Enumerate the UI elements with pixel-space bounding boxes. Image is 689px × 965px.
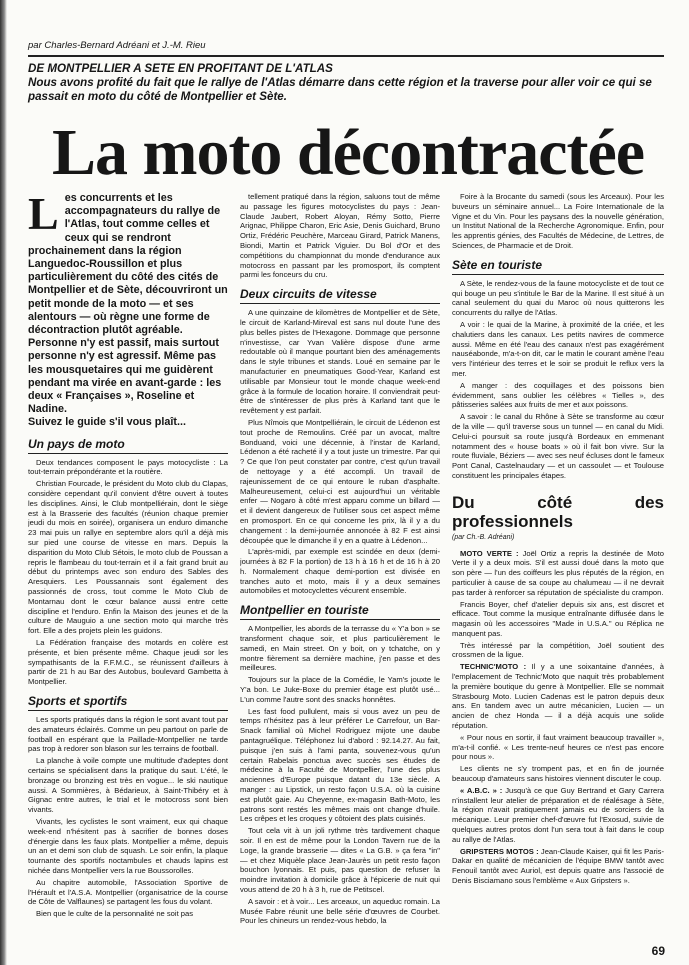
paragraph: « Pour nous en sortir, il faut vraiment beaucoup travailler », m'a-t-il confié. « Les trente-neuf heures ce n'est pas encore pour nous ». <box>452 732 664 762</box>
top-rule <box>28 55 664 57</box>
paragraph: Christian Fourcade, le président du Moto club du Clapas, considère cependant qu'il convient d'être ouvert à toutes les disciplines. Ainsi, le Club montpelliérain, dont le siège est à la Brasserie des facultés (réunion chaque premier jeudi du mois en soirée), organisera un enduro dimanche 23 mai puis un rallye en septembre alors qu'il a déjà mis sur pied une course de vitesse en mars. Depuis la disparition du Moto Club Sétois, le moto club de Poussan a repris le flambeau du tout-terrain et il a fait grand bruit au début du printemps avec son enduro des Sables des Aresquiers. Les Poussannais sont également des passionnés de cross, tout comme le Moto Club de Montarnau dont le cœur balance aussi entre cette discipline et l'enduro. Enfin la Maison des jeunes et de la culture de Mauguio a une section moto qui marche très fort. Elle a des projets plein les guidons. <box>28 479 228 636</box>
paragraph: A manger : des coquillages et des poissons bien évidemment, sans oublier les célèbres « Tielles », des pâtisseries salées aux fruits de mer et aux poissons. <box>452 380 664 410</box>
paragraph <box>452 786 664 845</box>
paragraph: tellement pratiqué dans la région, saluons tout de même au passage les figures motocyclistes du pays : Jean-Claude Jaubert, Robert Aloyan, Rémy Sotto, Pierre Arignac, Philippe Charon, Eric Asie, Denis Guichard, Bruno Ortiz, Frédéric Peuchère, Marceau Girard, Patrick Manens, Biondi, Martin et Patrick Viguier. Du Bol d'Or et des compétitions du championnat du monde d'endurance aux motocross en passant par les promosport, ils comptent parmi les fonceurs du cru. <box>240 192 440 280</box>
paragraph: A une quinzaine de kilomètres de Montpellier et de Sète, le circuit de Karland-Mireval est sans nul doute l'une des plus belles pistes de l'Hexagone. Dommage que personne n'investisse, car Yvan Valière dispose d'une arme redoutable où il manque pourtant bien des aménagements dans le style tribunes et stands. Loué en semaine par le manufacturier en pneumatiques Good-Year, Karland est utilisable par Monsieur tout le monde chaque week-end grâce à la formule de location horaire. Il conviendrait peut-être de s'intéresser de plus près à Karland tant que le revêtement y est parfait. <box>240 308 440 416</box>
shop-name: MOTO VERTE : <box>460 548 519 558</box>
subheading-pays-de-moto: Un pays de moto <box>28 437 228 454</box>
shop-name: « A.B.C. » : <box>460 785 503 795</box>
byline: par Charles-Bernard Adréani et J.-M. Rieu <box>28 40 206 51</box>
lead-end: Suivez le guide s'il vous plaît... <box>28 416 186 429</box>
subheading-professionnels: Du côté des professionnels <box>452 492 664 531</box>
shop-text: Jean-Claude Kaiser, qui fit les Paris-Dakar en qualité de mécanicien de l'équipe BMW tantôt avec Fenouil tantôt avec Auriol, est depuis quatre ans l'associé de Denis Bisciamano sous l'emblème « Aux Gripsters ». <box>452 846 664 886</box>
paragraph: Francis Boyer, chef d'atelier depuis six ans, est discret et efficace. Tout comme la musique entraînante diffusée dans le magasin où les accessoires "Made in U.S.A." ou Réplica ne manquent pas. <box>452 599 664 638</box>
page-binding-edge <box>0 0 7 965</box>
paragraph: L'après-midi, par exemple est scindée en deux (demi-journées à 82 F la portion) de 13 h à 16 h et de 16 h à 20 h. Normalement chaque demi-portion est divisée en tranches auto et moto, mais il y a deux semaines automobiles et motocyclettes vécurent ensemble. <box>240 547 440 596</box>
shop-name: TECHNIC'MOTO : <box>460 662 527 672</box>
paragraph: A Montpellier, les abords de la terrasse du « Y'a bon » se transforment chaque soir, et plus particulièrement le samedi, en Main street. On y boit, on y tchatche, on y montre fièrement sa dernière machine, j'en passe et des meilleures. <box>240 624 440 673</box>
paragraph: Au chapitre automobile, l'Association Sportive de l'Hérault et l'A.S.A. Montpellier (organisatrice de la course de Côte de Valflaunes) se partagent les fous du volant. <box>28 877 228 907</box>
lead-paragraph <box>28 192 228 430</box>
subheading-sete: Sète en touriste <box>452 258 664 275</box>
lead-text: es concurrents et les accompagnateurs du rallye de l'Atlas, tout comme celles et ceux qui se rendront prochainement dans la région Languedoc-Roussillon et plus particulièrement du côté des cités de Montpellier et de Sète, découvriront un petit monde de la moto — et ses alentours — où règne une forme de décontraction plutôt agréable. Personne n'y est passif, mais surtout personne n'y est agressif. Même pas les mousquetaires qui me guidèrent pendant ma virée en avant-garde : les deux « Françaises », Roseline et Nadine. <box>28 192 228 416</box>
subheading-montpellier: Montpellier en touriste <box>240 603 440 620</box>
paragraph: A voir : le quai de la Marine, à proximité de la criée, et les chalutiers dans les canaux. Les petits navires de commerce aussi. Même en été l'eau des canaux n'est pas exagérément nauséabonde, m'a-t-on dit, car le matin le courant amène l'eau vers l'intérieur des terres et le soir se produit le reflux vers la mer. <box>452 319 664 378</box>
shop-name: GRIPSTERS MOTOS : <box>460 846 539 856</box>
paragraph: Vivants, les cyclistes le sont vraiment, eux qui chaque week-end n'hésitent pas à sacrifier de bonnes doses d'énergie dans les faux plats. Montpellier a même, depuis un an et demi son club de squash. Le soir enfin, la plaque tournante des sportifs noctambules et chauds lapins est nichée dans Montpellier vers la rue Boussorolles. <box>28 816 228 875</box>
paragraph: A Sète, le rendez-vous de la faune motocycliste et de tout ce qui bouge un peu s'intitule le Bar de la Marine. Il est situé à un canal seulement du quai du Maroc où nous quitterons les concurrents du rallye de l'Atlas. <box>452 278 664 318</box>
paragraph: Les sports pratiqués dans la région le sont avant tout par des amateurs éclairés. Comme un peu partout on parle de football en espérant que la Paillade-Montpellier ne tarde pas trop à redorer son blason sur les terrains de football. <box>28 714 228 754</box>
column-2 <box>240 192 440 954</box>
article-title: La moto décontractée <box>51 116 645 189</box>
deck-line-1: DE MONTPELLIER A SETE EN PROFITANT DE L'ATLAS <box>28 62 333 75</box>
paragraph: Les clients ne s'y trompent pas, et en fin de journée beaucoup d'amateurs sans histoires viennent discuter le coup. <box>452 764 664 784</box>
paragraph: La planche à voile compte une multitude d'adeptes dont certains se spécialisent dans la pratique du saut. L'été, le bronzage ou bronzing est très en vogue... le ski nautique aussi. A Sommières, à Bédarieux, à Saint-Thibéry et à Gignac entre autres, le trial et le motocross sont bien vivants. <box>28 756 228 815</box>
paragraph: La Fédération française des motards en colère est présente, et bien présente même. Chaque jeudi sor les sympathisants de la F.F.M.C., se réunissent d'ailleurs à partir de 21 h au Bar des Autobus, boulevard Gambetta à Montpellier. <box>28 638 228 687</box>
subheading-circuits: Deux circuits de vitesse <box>240 287 440 304</box>
deck-line-2: Nous avons profité du fait que le rallye de l'Atlas démarre dans cette région et la traverse pour aller voir ce qui se passait en moto du côté de Montpellier et Sète. <box>28 76 652 103</box>
column-3 <box>452 192 664 954</box>
shop-text: Joël Ortiz a repris la destinée de Moto Verte il y a deux mois. S'il est aussi doué dans la moto que son père — l'un des coiffeurs les plus réputés de la région, en particulier à cause de sa coupe au chalumeau — il ne devrait pas tarder à renforcer sa réputation de spécialiste du crampon. <box>452 548 664 597</box>
page-number: 69 <box>651 944 665 958</box>
paragraph: A savoir : le canal du Rhône à Sète se transforme au cœur de la ville — qu'il traverse sous un tunnel — en canal du Midi. Celui-ci poursuit sa route jusqu'à Bordeaux en emmenant notamment des « house boats » où il fait bon vivre. Sur la route fluviale, Béziers — avec ses neuf écluses dont le fameux Pont Canal, Castelnaudary — et un cassoulet — et Toulouse constituent les principales étapes. <box>452 412 664 480</box>
subheading-byline: (par Ch.-B. Adréani) <box>452 533 515 541</box>
paragraph: Bien que le culte de la personnalité ne soit pas <box>36 909 194 919</box>
paragraph: A savoir : et à voir... Les arceaux, un aqueduc romain. La Musée Fabre réunit une belle série d'œuvres de Courbet. Pour les chineurs un rendez-vous hebdo, la <box>240 896 440 926</box>
paragraph <box>452 847 664 886</box>
paragraph: Deux tendances composent le pays motocycliste : La tout-terrain prépondérante et la routière. <box>28 457 228 477</box>
paragraph: Toujours sur la place de la Comédie, le Yam's jouxte le Y'a bon. Le Juke-Boxe du premier étage est plutôt usé... L'un comme l'autre sont des snacks honnêtes. <box>240 675 440 704</box>
paragraph: Foire à la Brocante du samedi (sous les Arceaux). Pour les buveurs un séminaire annuel... La Foire Internationale de la Vigne et du Vin. Pour les paysans des la nouvelle génération, un Institut National de la Recherche Agronomique. Enfin, pour les apprentis génies, des Facultés de Médecine, de Lettres, de Sciences, de Pharmacie et de Droit. <box>452 192 664 250</box>
column-1 <box>28 192 228 954</box>
paragraph <box>452 549 664 598</box>
paragraph: Très intéressé par la compétition, Joël soutient des crossmen de la ligue. <box>452 640 664 660</box>
shop-text: Il y a une soixantaine d'années, à l'emplacement de Technic'Moto que naquit très probablement la première boutique du genre à Montpellier. Elle se nommait Strasbourg Moto. Lucien Cadenas est le patron depuis deux ans. En tandem avec un autre mécanicien, Lucien — un ancien de chez Honda — il a déjà acquis une solide réputation. <box>452 662 664 731</box>
drop-cap: L <box>28 192 59 239</box>
article-deck <box>28 62 668 104</box>
paragraph: Tout cela vit à un joli rythme très tardivement chaque soir. Il en est de même pour la London Tavern rue de la Loge, la grande brasserie — dites « La G.B. » ça fera "in" — et chez Miquèle place Jean-Jaurès un petit resto façon bouchon lyonnais. Et puis, pas question de refuser la moindre invitation à domicile grâce à l'épicerie de nuit qui vous attend de 20 h à 3 h, rue de Petitscel. <box>240 826 440 894</box>
subheading-sports: Sports et sportifs <box>28 694 228 711</box>
paragraph: Les fast food pullulent, mais si vous avez un peu de temps n'hésitez pas à leur préférer Le Carrefour, un Bar-Snack familial où Michel Rodriguez mijote une daube pantagruélique. Téléphonez lui d'abord : 92.14.27. Au fait, puisque j'en suis à l'ami panta, souvenez-vous qu'un certain Rabelais ponctua avec succès ses études de médecine à la Faculté de Montpellier, l'une des plus anciennes d'Europe puisque datant du 13e siècle. A manger : au Lipstick, un resto façon U.S.A. où la cuisine est plutôt gaie. Au Cheyenne, ex-magasin Bath-Moto, les patrons sont restés les mêmes mais ont change d'huile. Les crêpes et les croques y côtoient des plats cuisinés. <box>240 706 440 824</box>
paragraph: Plus Nîmois que Montpelliérain, le circuit de Lédenon est tout proche de Remoulins. Créé par un avocat, maître Bonduand, voici une décennie, à l'instar de Karland, Lédenon a été racheté il y a tout juste un trimestre. Par qui ? Ce que l'on peut constater par contre, c'est qu'un travail de nettoyage y a été accompli. Un travail de rajeunissement de ce qui entoure le ruban d'asphalte. Malheureusement, celui-ci est aujourd'hui un véritable enfer — Nogaro à côté m'est apparu comme un billard — et il devient dangereux de l'utiliser sous cet aspect même en promosport. En ce qui concerne les prix, là il y a du changement : la demi-journée annoncée à 82 F est ainsi découpée que le dimanche il y en a quatre à Lédenon... <box>240 417 440 545</box>
paragraph <box>452 662 664 731</box>
shop-text: Jusqu'à ce que Guy Bertrand et Gary Carrera n'installent leur atelier de préparation et de réalésage à Sète, la région n'avait pratiquement jamais eu de sorciers de la mécanique. Leur premier chef-d'œuvre fut l'Exosud, suivie de quelques autres protos dont l'un sera tout à fait dans le coup au rallye de l'Atlas. <box>452 785 664 844</box>
